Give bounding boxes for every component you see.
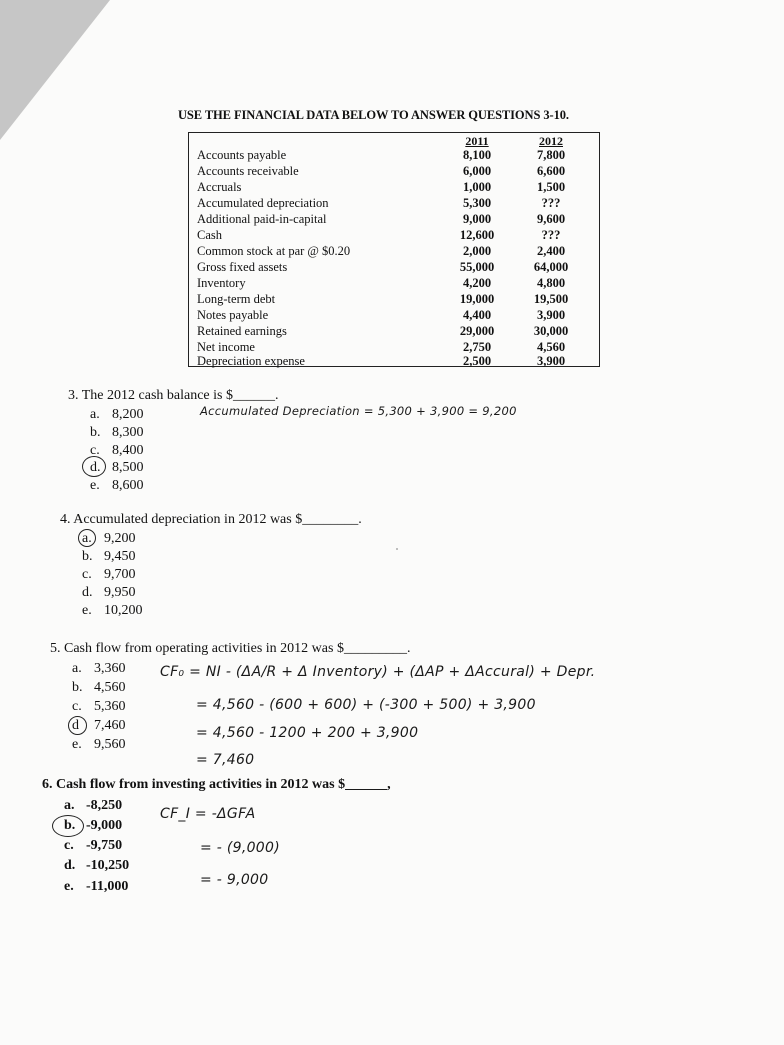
row-label: Retained earnings <box>197 324 287 338</box>
row-label: Depreciation expense <box>197 354 305 368</box>
option-letter: d. <box>90 460 101 475</box>
page-corner-shadow <box>0 0 110 140</box>
row-label: Net income <box>197 340 255 354</box>
option-letter: e. <box>82 603 92 618</box>
option-letter: b. <box>90 425 101 440</box>
row-label: Long-term debt <box>197 292 276 306</box>
table-row <box>189 323 599 339</box>
option-text: -10,250 <box>86 858 130 873</box>
financial-data-table <box>188 132 600 367</box>
option-text: 9,950 <box>104 585 136 600</box>
value-2012: 4,560 <box>536 340 566 354</box>
column-header-2012: 2012 <box>539 134 563 148</box>
option-letter: b. <box>82 549 93 564</box>
table-row <box>189 275 599 291</box>
question-5-stem: 5. Cash flow from operating activities in 2012 was $_________. <box>50 641 411 656</box>
handwritten-step-1: = - (9,000) <box>200 840 280 856</box>
row-label: Accounts payable <box>197 148 287 162</box>
handwritten-step-2: = 4,560 - 1200 + 200 + 3,900 <box>196 725 419 741</box>
value-2012: 30,000 <box>533 324 569 338</box>
row-label: Common stock at par @ $0.20 <box>197 244 351 258</box>
value-2011: 5,300 <box>462 196 492 210</box>
question-4-option-b[interactable] <box>82 549 136 565</box>
value-2012: ??? <box>541 228 561 242</box>
option-text: 8,400 <box>112 443 144 458</box>
question-6-stem: 6. Cash flow from investing activities in 2012 was $______, <box>42 777 391 792</box>
handwritten-formula-cfi: CF_I = -ΔGFA <box>160 806 256 822</box>
row-label: Notes payable <box>197 308 269 322</box>
option-letter: a. <box>82 531 92 546</box>
value-2011: 29,000 <box>459 324 495 338</box>
table-row <box>189 259 599 275</box>
value-2012: 4,800 <box>536 276 566 290</box>
value-2012: 64,000 <box>533 260 569 274</box>
option-text: 10,200 <box>104 603 143 618</box>
option-letter: c. <box>64 838 74 853</box>
answer-circle-mark <box>78 529 96 547</box>
value-2011: 12,600 <box>459 228 495 242</box>
question-5-option-e[interactable] <box>72 737 126 753</box>
row-label: Cash <box>197 228 222 242</box>
question-5-option-c[interactable] <box>72 699 126 715</box>
option-text: 9,450 <box>104 549 136 564</box>
question-6-option-d[interactable] <box>64 858 129 874</box>
table-row <box>189 307 599 323</box>
question-6-option-a[interactable] <box>64 798 122 814</box>
option-letter: e. <box>72 737 82 752</box>
answer-circle-mark <box>68 716 87 735</box>
value-2011: 9,000 <box>462 212 492 226</box>
option-text: 9,200 <box>104 531 136 546</box>
table-row <box>189 243 599 259</box>
value-2012: 19,500 <box>533 292 569 306</box>
option-text: 9,560 <box>94 737 126 752</box>
value-2011: 4,200 <box>462 276 492 290</box>
value-2011: 1,000 <box>462 180 492 194</box>
value-2011: 55,000 <box>459 260 495 274</box>
table-row <box>189 211 599 227</box>
question-6-option-c[interactable] <box>64 838 122 854</box>
question-3-stem: 3. The 2012 cash balance is $______. <box>68 388 279 403</box>
row-label: Accumulated depreciation <box>197 196 329 210</box>
question-4-option-c[interactable] <box>82 567 136 583</box>
value-2011: 4,400 <box>462 308 492 322</box>
question-4-option-d[interactable] <box>82 585 136 601</box>
option-letter: d. <box>82 585 93 600</box>
handwritten-note-accumulated-depreciation: Accumulated Depreciation = 5,300 + 3,900 = 9,200 <box>200 404 517 418</box>
table-row <box>189 163 599 179</box>
row-label: Additional paid-in-capital <box>197 212 327 226</box>
handwritten-step-1: = 4,560 - (600 + 600) + (-300 + 500) + 3,900 <box>196 697 536 713</box>
table-row <box>189 353 599 369</box>
value-2011: 2,000 <box>462 244 492 258</box>
option-text: 8,300 <box>112 425 144 440</box>
option-letter: c. <box>82 567 92 582</box>
value-2012: 9,600 <box>536 212 566 226</box>
question-5-option-a[interactable] <box>72 661 126 677</box>
row-label: Accounts receivable <box>197 164 299 178</box>
paper-fleck <box>396 548 398 550</box>
value-2012: 2,400 <box>536 244 566 258</box>
option-letter: b. <box>72 680 83 695</box>
option-letter: d. <box>64 858 76 873</box>
option-text: 5,360 <box>94 699 126 714</box>
value-2012: 1,500 <box>536 180 566 194</box>
question-4-option-e[interactable] <box>82 603 143 619</box>
value-2012: 3,900 <box>536 308 566 322</box>
option-letter: e. <box>64 879 74 894</box>
option-text: -8,250 <box>86 798 123 813</box>
question-3-option-e[interactable] <box>90 478 144 494</box>
question-4-stem: 4. Accumulated depreciation in 2012 was $________. <box>60 512 362 527</box>
option-letter: d <box>72 718 79 733</box>
table-row <box>189 291 599 307</box>
option-letter: c. <box>72 699 82 714</box>
option-letter: e. <box>90 478 100 493</box>
option-text: -9,000 <box>86 818 123 833</box>
option-text: 8,500 <box>112 460 144 475</box>
handwritten-result: = 7,460 <box>196 752 255 768</box>
value-2012: ??? <box>541 196 561 210</box>
question-3-option-a[interactable] <box>90 407 144 423</box>
option-text: 8,200 <box>112 407 144 422</box>
instructions-header: USE THE FINANCIAL DATA BELOW TO ANSWER QUESTIONS 3-10. <box>178 108 569 122</box>
value-2012: 7,800 <box>536 148 566 162</box>
question-6-option-e[interactable] <box>64 879 128 895</box>
question-5-option-b[interactable] <box>72 680 126 696</box>
value-2011: 6,000 <box>462 164 492 178</box>
table-row <box>189 227 599 243</box>
option-letter: a. <box>72 661 82 676</box>
option-letter: c. <box>90 443 100 458</box>
option-text: 3,360 <box>94 661 126 676</box>
option-letter: a. <box>90 407 100 422</box>
option-text: 9,700 <box>104 567 136 582</box>
handwritten-result: = - 9,000 <box>200 872 269 888</box>
handwritten-formula-cfo: CF₀ = NI - (ΔA/R + Δ Inventory) + (ΔAP + ΔAccural) + Depr. <box>160 664 596 680</box>
value-2011: 2,500 <box>462 354 492 368</box>
column-header-2011: 2011 <box>465 134 489 148</box>
table-row <box>189 147 599 163</box>
value-2012: 3,900 <box>536 354 566 368</box>
table-row <box>189 179 599 195</box>
option-letter: a. <box>64 798 75 813</box>
row-label: Accruals <box>197 180 242 194</box>
option-text: -9,750 <box>86 838 123 853</box>
answer-circle-mark <box>82 456 106 477</box>
row-label: Gross fixed assets <box>197 260 288 274</box>
option-text: 4,560 <box>94 680 126 695</box>
value-2011: 19,000 <box>459 292 495 306</box>
value-2011: 2,750 <box>462 340 492 354</box>
question-3-option-b[interactable] <box>90 425 144 441</box>
table-row <box>189 195 599 211</box>
option-text: 8,600 <box>112 478 144 493</box>
value-2011: 8,100 <box>462 148 492 162</box>
row-label: Inventory <box>197 276 246 290</box>
option-letter: b. <box>64 818 76 833</box>
option-text: -11,000 <box>86 879 129 894</box>
value-2012: 6,600 <box>536 164 566 178</box>
option-text: 7,460 <box>94 718 126 733</box>
answer-circle-mark <box>52 815 84 837</box>
